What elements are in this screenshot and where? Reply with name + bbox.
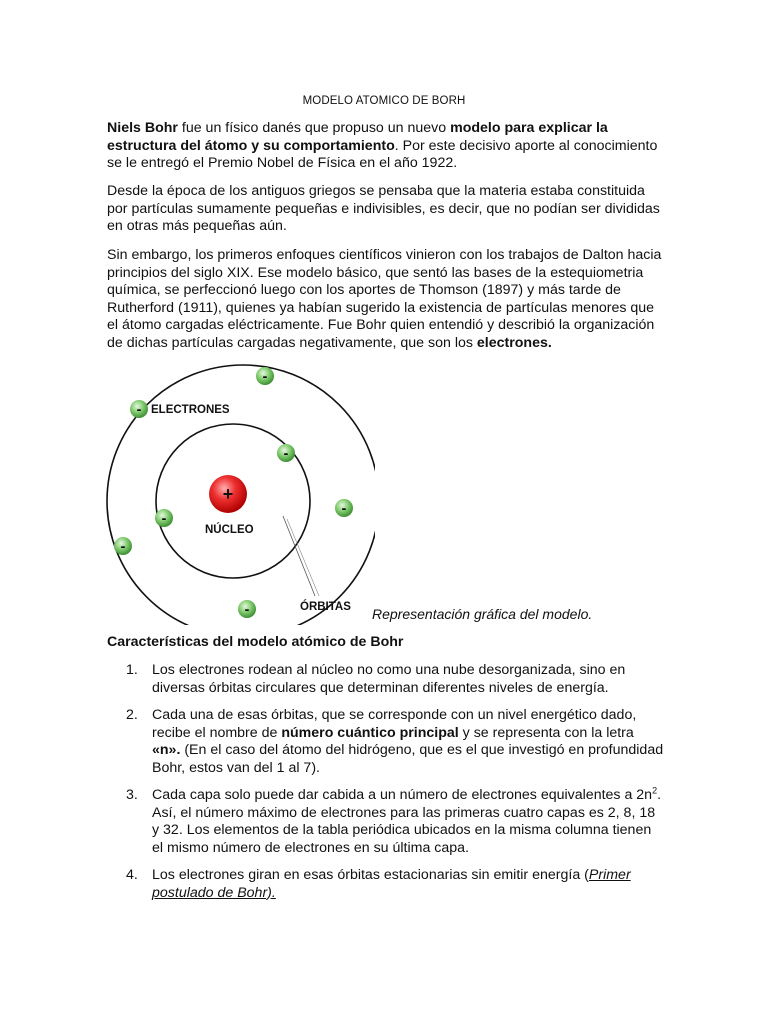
- electron: [277, 444, 295, 462]
- svg-text:-: -: [136, 401, 142, 417]
- list-number: 4.: [126, 867, 138, 883]
- electron: [238, 600, 256, 618]
- svg-text:-: -: [283, 445, 289, 461]
- list-item: [126, 867, 666, 902]
- nucleus-plus-sign: +: [222, 484, 234, 504]
- svg-text:-: -: [244, 601, 250, 617]
- paragraph-greeks: Desde la época de los antiguos griegos se pensaba que la materia estaba constituida por partículas sumamente pequeñas e indivisibles, es decir, que no podían ser divididas en otras más pequeñas aún.: [107, 183, 660, 234]
- intro-paragraph: [107, 120, 667, 173]
- nucleus: [209, 475, 247, 513]
- electron: [256, 367, 274, 385]
- list-item: [126, 787, 666, 857]
- orbit-pointer-line-2: [287, 519, 319, 596]
- list-text: Los electrones giran en esas órbitas estacionarias sin emitir energía (Primer postulado de Bohr).: [152, 867, 631, 901]
- orbits-label: ÓRBITAS: [300, 601, 351, 613]
- list-text: Cada una de esas órbitas, que se corresponde con un nivel energético dado, recibe el nombre de número cuántico principal y se representa con la letra «n». (En el caso del átomo del hidrógeno, que es el que investigó en profundidad Bohr, estos van del 1 al 7).: [152, 707, 664, 776]
- electron: [335, 499, 353, 517]
- diagram-caption: Representación gráfica del modelo.: [372, 606, 593, 622]
- list-text: Los electrones rodean al núcleo no como una nube desorganizada, sino en diversas órbitas circulares que determinan diferentes niveles de energía.: [152, 662, 626, 696]
- history-bold: electrones.: [476, 334, 552, 351]
- list-number: 1.: [126, 662, 138, 678]
- electron: [155, 509, 173, 527]
- section-heading: Características del modelo atómico de Bohr: [107, 634, 404, 650]
- svg-text:-: -: [341, 500, 347, 516]
- electrons-label: ELECTRONES: [151, 404, 230, 416]
- bohr-diagram: [105, 363, 375, 625]
- nucleus-label: NÚCLEO: [205, 524, 254, 536]
- paragraph-history: [107, 247, 667, 352]
- list-item: [126, 662, 666, 697]
- intro-bold: modelo para explicar la estructura del átomo y su comportamiento: [107, 120, 608, 154]
- characteristics-list: [126, 662, 666, 912]
- postulate-reference: Primer postulado de Bohr).: [152, 867, 631, 901]
- list-item: [126, 707, 666, 777]
- list-text: Cada capa solo puede dar cabida a un número de electrones equivalentes a $2n^2$. Así, el número máximo de electrones para las primeras cuatro capas es 2, 8, 18 y 32. Los elementos de la tabla periódica ubicados en la misma columna tienen el mismo número de electrones en su última capa.: [152, 785, 662, 856]
- svg-text:-: -: [262, 368, 268, 384]
- list-number: 2.: [126, 707, 138, 723]
- electron: [114, 537, 132, 555]
- svg-text:-: -: [120, 538, 126, 554]
- electron: [130, 400, 148, 418]
- list-number: 3.: [126, 787, 138, 803]
- intro-text-2: . Por este decisivo aporte al conocimiento se le entregó el Premio Nobel de Física en el año 1922.: [107, 137, 658, 171]
- document-title: MODELO ATOMICO DE BORH: [302, 95, 466, 107]
- intro-text-1: fue un físico danés que propuso un nuevo: [177, 120, 451, 136]
- history-text: Sin embargo, los primeros enfoques científicos vinieron con los trabajos de Dalton hacia principios del siglo XIX. Ese modelo básico, que sentó las bases de la estequiometria química, se perfeccionó luego con los aportes de Thomson (1897) y más tarde de Rutherford (1911), quienes ya habían sugerido la existencia de partículas menores que el átomo cargadas eléctricamente. Fue Bohr quien entendió y describió la organización de dichas partículas cargadas negativamente, que son los: [107, 247, 662, 351]
- intro-name: Niels Bohr: [107, 120, 178, 136]
- svg-text:-: -: [161, 510, 167, 526]
